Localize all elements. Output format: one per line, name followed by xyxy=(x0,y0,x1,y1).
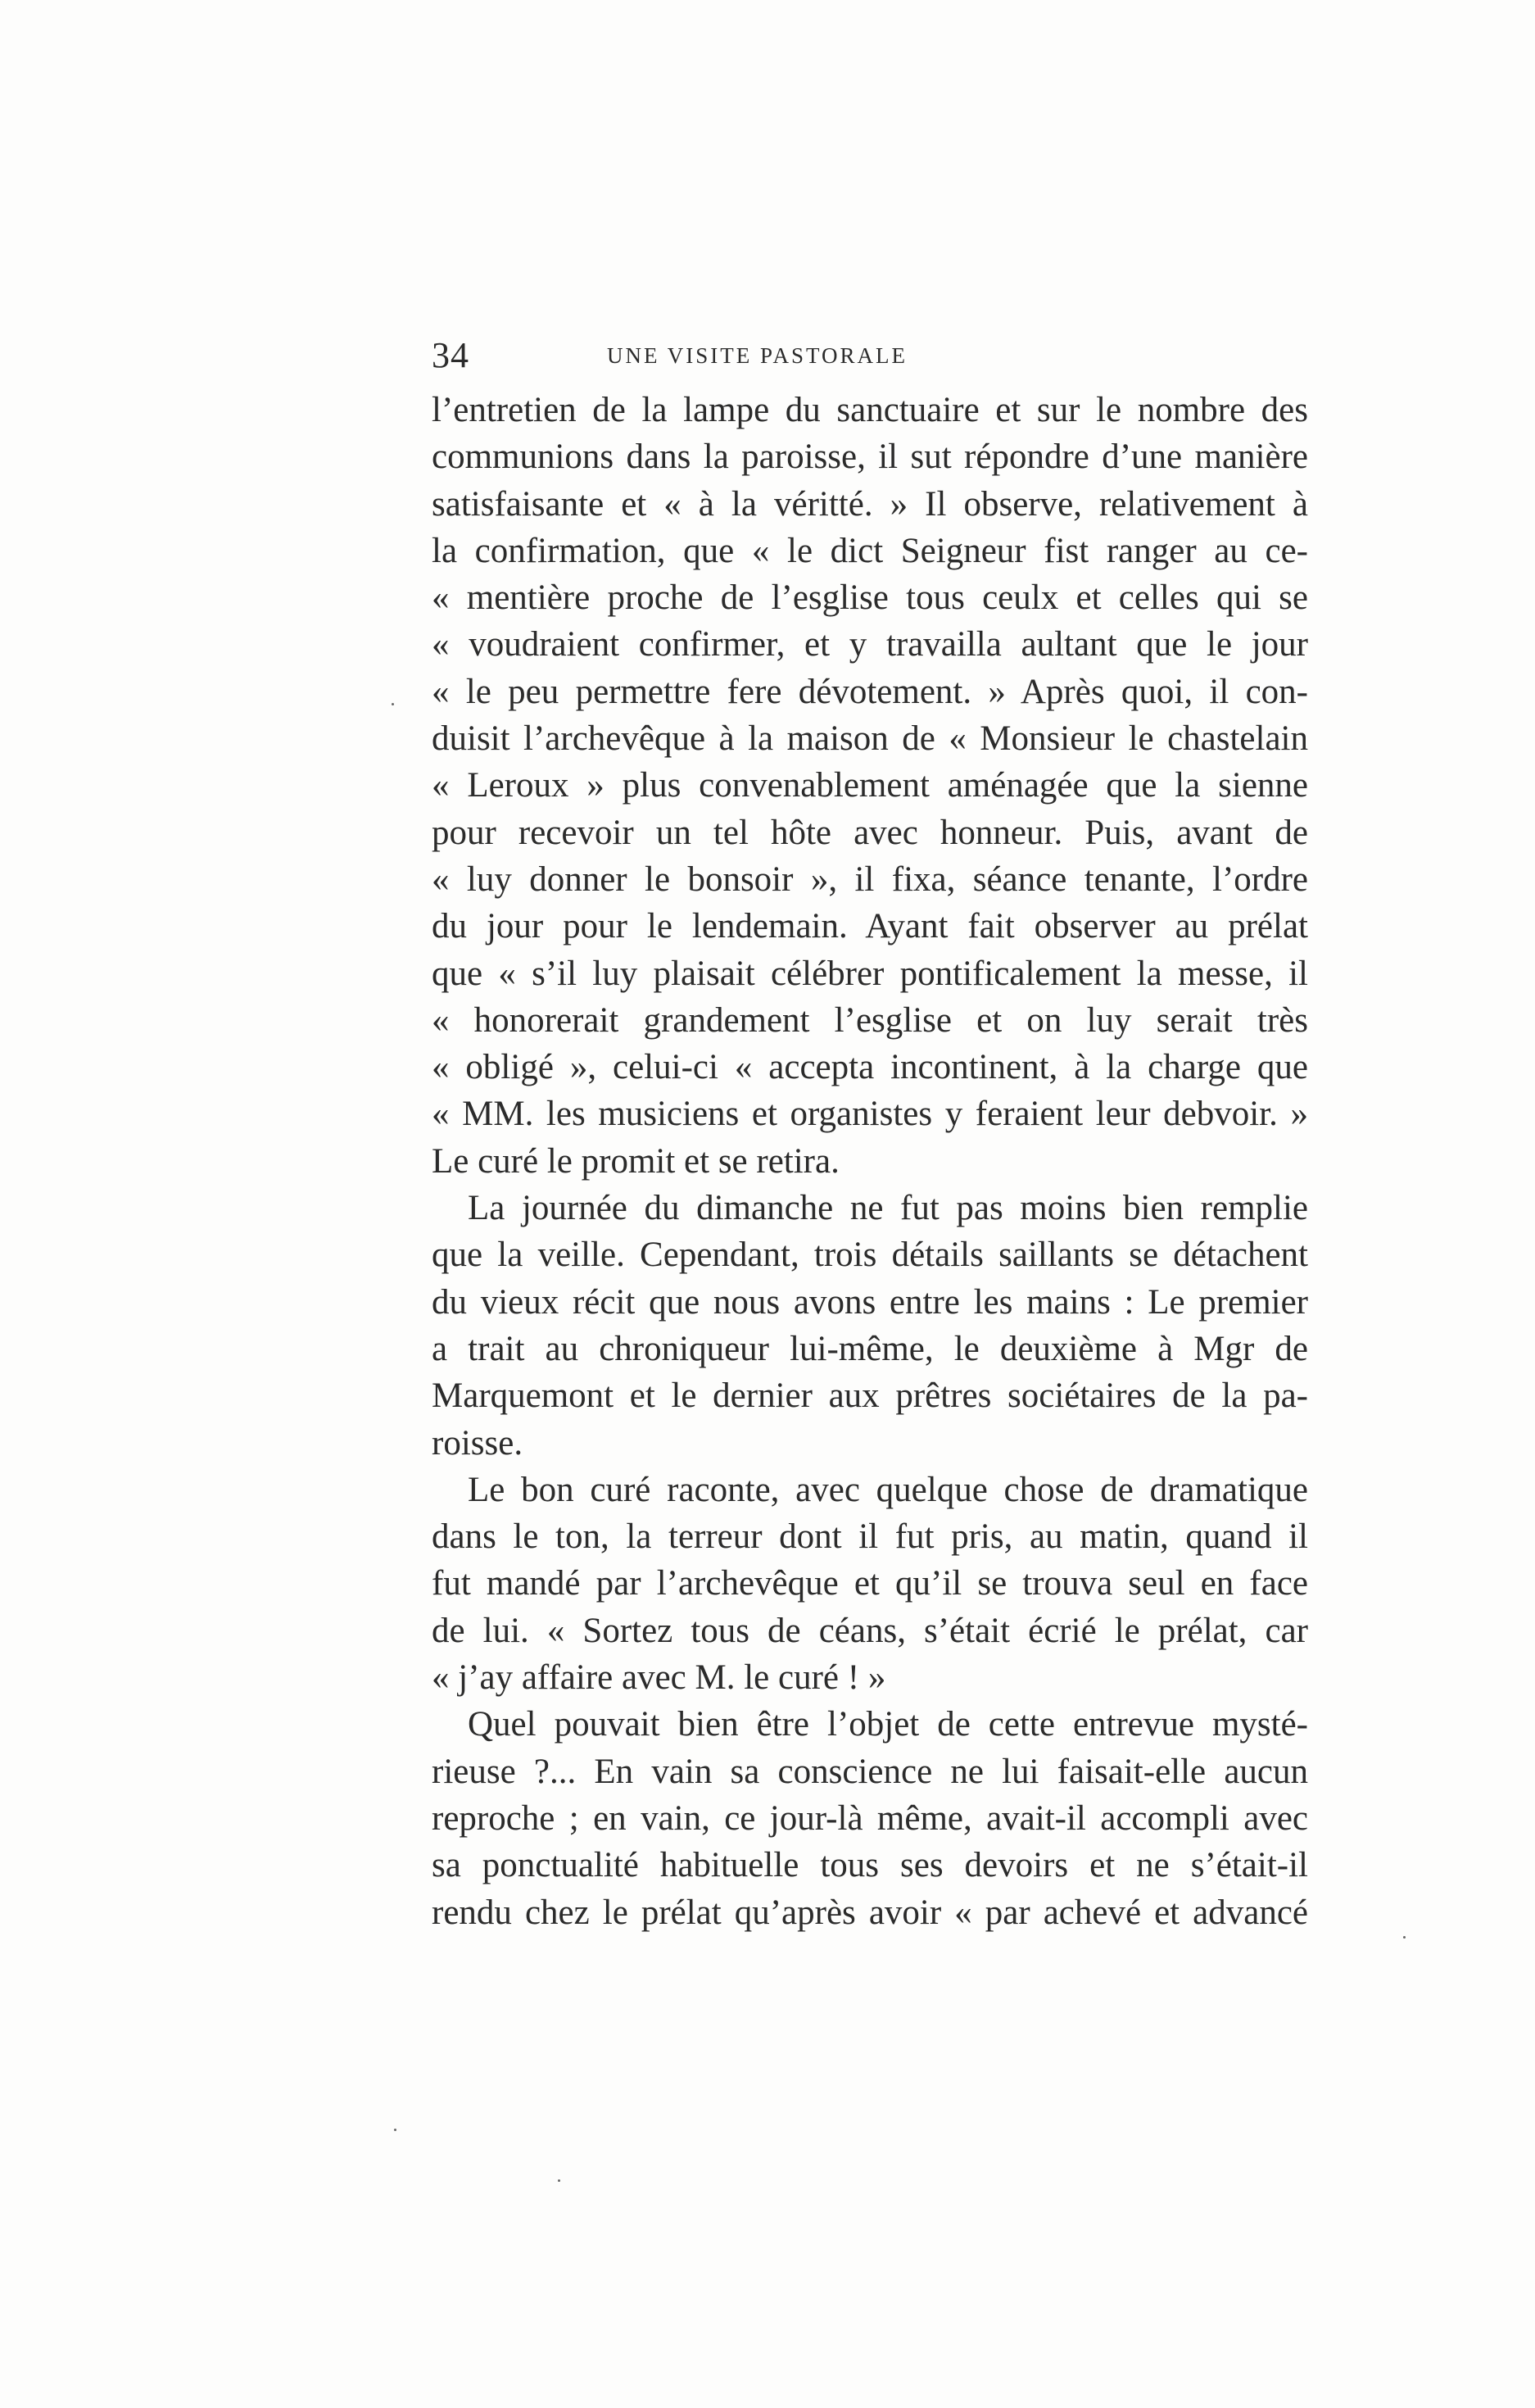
text-line: a trait au chroniqueur lui-même, le deuxième à Mgr de xyxy=(432,1329,1308,1368)
text-line: « luy donner le bonsoir », il fixa, séance tenante, l’ordre xyxy=(432,859,1308,899)
text-line: la confirmation, que « le dict Seigneur fist ranger au ce- xyxy=(432,531,1308,570)
text-line: « le peu permettre fere dévotement. » Après quoi, il con- xyxy=(432,672,1308,711)
page-header xyxy=(432,331,1034,380)
paper-speck xyxy=(558,2179,560,2182)
text-line: « obligé », celui-ci « accepta incontinent, à la charge que xyxy=(432,1048,1308,1087)
text-line: Le bon curé raconte, avec quelque chose de dramatique xyxy=(468,1470,1308,1509)
text-line: Marquemont et le dernier aux prêtres sociétaires de la pa- xyxy=(432,1376,1308,1416)
body-text xyxy=(432,387,1308,1936)
text-line: sa ponctualité habituelle tous ses devoirs et ne s’était-il xyxy=(432,1846,1308,1885)
text-line: « j’ay affaire avec M. le curé ! » xyxy=(432,1658,886,1698)
text-line: dans le ton, la terreur dont il fut pris, au matin, quand il xyxy=(432,1517,1308,1557)
text-line: fut mandé par l’archevêque et qu’il se trouva seul en face xyxy=(432,1564,1308,1603)
paper-speck xyxy=(392,703,394,705)
text-line: que la veille. Cependant, trois détails saillants se détachent xyxy=(432,1236,1308,1275)
text-line: « honorerait grandement l’esglise et on luy serait très xyxy=(432,1000,1308,1040)
paper-speck xyxy=(1403,1936,1406,1939)
text-line: roisse. xyxy=(432,1423,523,1462)
running-title: UNE VISITE PASTORALE xyxy=(606,343,908,368)
text-line: Le curé le promit et se retira. xyxy=(432,1141,840,1181)
text-line: satisfaisante et « à la véritté. » Il observe, relativement à xyxy=(432,484,1308,524)
text-line: La journée du dimanche ne fut pas moins bien remplie xyxy=(468,1189,1308,1228)
text-line: duisit l’archevêque à la maison de « Monsieur le chastelain xyxy=(432,719,1308,759)
text-line: communions dans la paroisse, il sut répondre d’une manière xyxy=(432,438,1308,477)
text-line: du jour pour le lendemain. Ayant fait observer au prélat xyxy=(432,907,1308,946)
text-line: de lui. « Sortez tous de céans, s’était écrié le prélat, car xyxy=(432,1611,1308,1650)
text-line: l’entretien de la lampe du sanctuaire et sur le nombre des xyxy=(432,391,1308,429)
text-line: pour recevoir un tel hôte avec honneur. Puis, avant de xyxy=(432,813,1308,852)
text-line: « MM. les musiciens et organistes y feraient leur debvoir. » xyxy=(432,1095,1308,1134)
text-line: du vieux récit que nous avons entre les mains : Le premier xyxy=(432,1282,1308,1322)
text-line: Quel pouvait bien être l’objet de cette entrevue mysté- xyxy=(468,1705,1308,1744)
text-line: que « s’il luy plaisait célébrer pontificalement la messe, il xyxy=(432,954,1308,993)
paper-speck xyxy=(394,2129,396,2131)
text-line: reproche ; en vain, ce jour-là même, avait-il accompli avec xyxy=(432,1798,1308,1838)
text-line: rendu chez le prélat qu’après avoir « par achevé et advancé xyxy=(432,1893,1308,1932)
text-line: rieuse ?... En vain sa conscience ne lui faisait-elle aucun xyxy=(432,1752,1308,1791)
text-line: « Leroux » plus convenablement aménagée que la sienne xyxy=(432,766,1308,805)
text-line: « voudraient confirmer, et y travailla aultant que le jour xyxy=(432,625,1308,664)
text-line: « mentière proche de l’esglise tous ceulx et celles qui se xyxy=(432,578,1308,618)
page-number: 34 xyxy=(432,335,469,375)
